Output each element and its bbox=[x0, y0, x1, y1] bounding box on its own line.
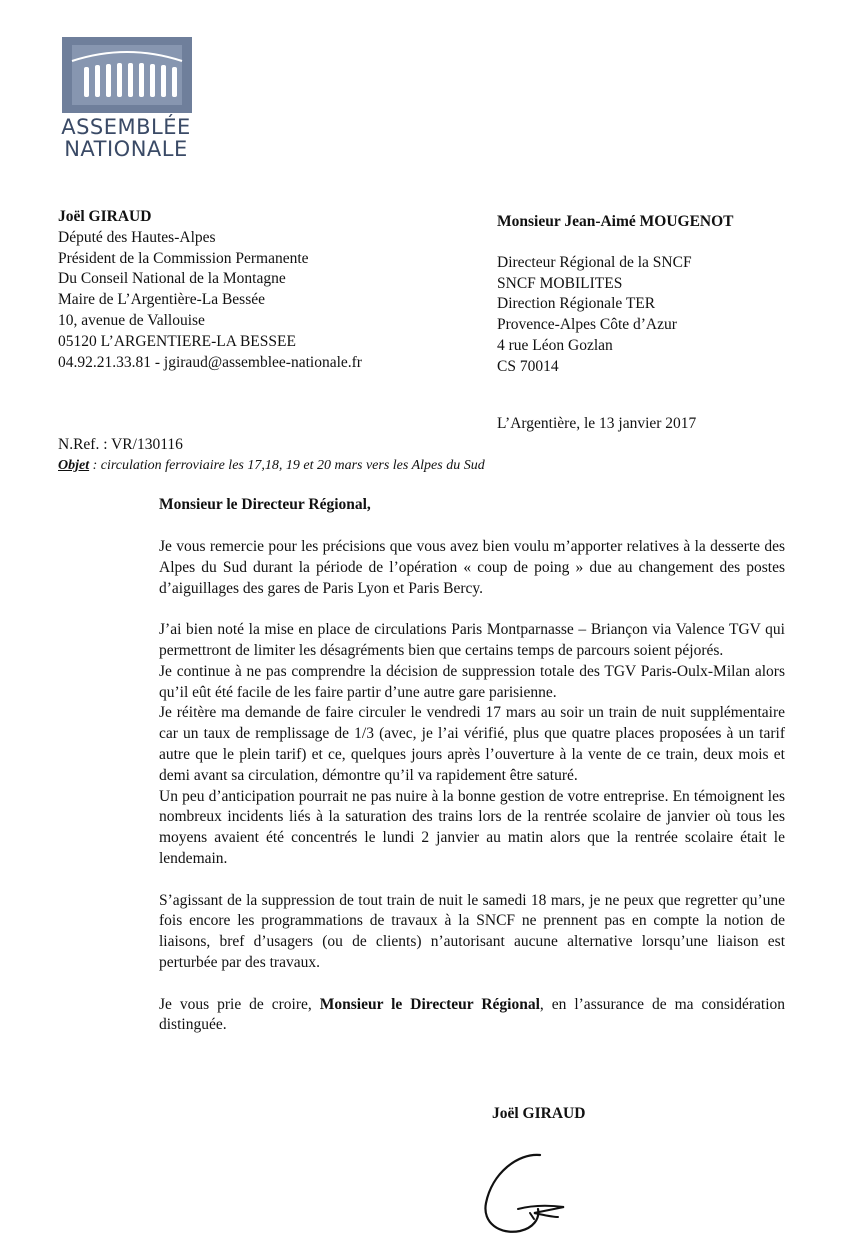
sender-line: Maire de L’Argentière-La Bessée bbox=[58, 291, 266, 309]
signature-name: Joël GIRAUD bbox=[492, 1105, 586, 1122]
closing-pre: Je vous prie de croire, bbox=[159, 995, 320, 1013]
salutation: Monsieur le Directeur Régional, bbox=[159, 496, 371, 513]
paragraph: Je vous remercie pour les précisions que vous avez bien voulu m’apporter relatives à la desserte des Alpes du Sud durant la période de l’opération « coup de poing » due au changement des postes d’aiguillages des gares de Paris Lyon et Paris Bercy. bbox=[159, 538, 785, 597]
subject-label: Objet bbox=[58, 458, 90, 473]
sender-block bbox=[58, 207, 362, 373]
paragraph: S’agissant de la suppression de tout train de nuit le samedi 18 mars, je ne peux que regretter qu’une fois encore les programmations de travaux à la SNCF ne prennent pas en compte la notion de liaisons, bref d’usagers (ou de clients) n’autorisant aucune alternative lorsqu’une liaison est perturbée par des travaux. bbox=[159, 891, 785, 971]
letter-date: L’Argentière, le 13 janvier 2017 bbox=[497, 415, 697, 432]
sender-line: 10, avenue de Vallouise bbox=[58, 311, 205, 329]
closing-bold: Monsieur le Directeur Régional bbox=[319, 995, 540, 1013]
subject-text: : circulation ferroviaire les 17,18, 19 et 20 mars vers les Alpes du Sud bbox=[89, 458, 485, 473]
letter-body bbox=[159, 537, 785, 1057]
reference-number: N.Ref. : VR/130116 bbox=[58, 436, 183, 453]
closing-post: , en l’assurance de ma considération distinguée. bbox=[159, 995, 785, 1034]
handwritten-signature-icon bbox=[478, 1143, 598, 1243]
sender-line: Député des Hautes-Alpes bbox=[58, 228, 216, 246]
logo-text-line2: NATIONALE bbox=[64, 137, 188, 161]
recipient-line: Direction Régionale TER bbox=[497, 295, 656, 313]
sender-line: Du Conseil National de la Montagne bbox=[58, 270, 286, 288]
logo-text-line1: ASSEMBLÉE bbox=[61, 115, 191, 139]
hemicycle-logo-icon bbox=[62, 37, 192, 113]
subject-line bbox=[58, 456, 485, 476]
paragraph: Je continue à ne pas comprendre la décision de suppression totale des TGV Paris-Oulx-Milan alors qu’il eût été facile de les faire partir d’une autre gare parisienne. bbox=[159, 662, 785, 701]
sender-line: Président de la Commission Permanente bbox=[58, 249, 309, 267]
recipient-line: 4 rue Léon Gozlan bbox=[497, 336, 613, 354]
assemblee-nationale-logo bbox=[58, 37, 194, 161]
sender-contact: 04.92.21.33.81 - jgiraud@assemblee-nationale.fr bbox=[58, 353, 362, 371]
paragraph: Un peu d’anticipation pourrait ne pas nuire à la bonne gestion de votre entreprise. En témoignent les nombreux incidents liés à la saturation des trains lors de la rentrée scolaire de janvier où tous les moyens avaient été concentrés le lundi 2 janvier au matin alors que la rentrée scolaire était le lendemain. bbox=[159, 787, 785, 867]
recipient-line: CS 70014 bbox=[497, 357, 559, 375]
recipient-line: SNCF MOBILITES bbox=[497, 274, 623, 292]
paragraph: Je réitère ma demande de faire circuler le vendredi 17 mars au soir un train de nuit supplémentaire car un taux de remplissage de 1/3 (avec, je l’ai vérifié, plus que quatre places proposées à un tarif autre que le plein tarif) et ce, quelques jours après l’ouverture à la vente de ce train, deux mois et demi avant sa circulation, démontre qu’il va rapidement être saturé. bbox=[159, 704, 785, 784]
closing-paragraph bbox=[159, 995, 785, 1037]
recipient-line: Provence-Alpes Côte d’Azur bbox=[497, 316, 677, 334]
recipient-name: Monsieur Jean-Aimé MOUGENOT bbox=[497, 213, 734, 230]
recipient-line: Directeur Régional de la SNCF bbox=[497, 253, 692, 271]
sender-line: 05120 L’ARGENTIERE-LA BESSEE bbox=[58, 332, 296, 350]
paragraph: J’ai bien noté la mise en place de circulations Paris Montparnasse – Briançon via Valence TGV qui permettront de limiter les désagréments bien que certains temps de parcours soient péjorés. bbox=[159, 621, 785, 659]
recipient-block bbox=[497, 212, 734, 378]
sender-name: Joël GIRAUD bbox=[58, 208, 152, 225]
